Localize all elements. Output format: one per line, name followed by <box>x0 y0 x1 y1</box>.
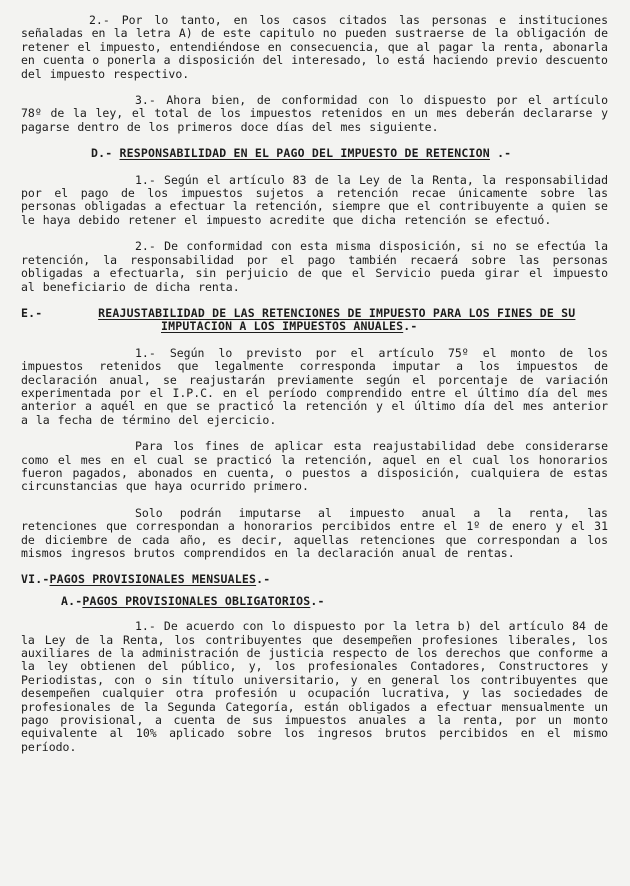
paragraph-e-1: 1.- Según lo previsto por el artículo 75º el monto de los impuestos retenidos que legalmente corresponda imputar a los impuestos de declaración anual, se reajustarán previamente según el porcentaje de variación experimentada por el I.P.C. en el período comprendido entre el último día del mes anterior a aquél en que se practicó la retención y el último día del mes anterior a la fecha de término del ejercicio. <box>21 345 608 427</box>
heading-section-a <box>21 595 608 608</box>
heading-vi-title: PAGOS PROVISIONALES MENSUALES <box>49 572 257 587</box>
paragraph-e-3: Solo podrán imputarse al impuesto anual a la renta, las retenciones que correspondan a honorarios percibidos entre el 1º de enero y el 31 de diciembre de cada año, es decir, aquellas retenciones que correspondan a los mismos ingresos brutos comprendidos en la declaración anual de rentas. <box>21 505 608 560</box>
heading-d-number: D.- <box>91 146 113 161</box>
heading-vi-number: VI.- <box>21 572 50 587</box>
paragraph-a-1: 1.- De acuerdo con lo dispuesto por la letra b) del artículo 84 de la Ley de la Renta, los contribuyentes que desempeñen profesiones liberales, los auxiliares de la administración de justicia respecto de los derechos que conforme a la ley obtienen del público, y, los profesionales Contadores, Constructores y Periodistas, con o sin título universitario, y en general los contribuyentes que desempeñen cualquier otra profesión u ocupación lucrativa, y las sociedades de profesionales de la Segunda Categoría, están obligados a efectuar mensualmente un pago provisional, a cuenta de sus impuestos anuales a la renta, por un monto equivalente al 10% aplicado sobre los ingresos brutos percibidos en el mismo período. <box>21 619 608 754</box>
heading-section-e: E.- REAJUSTABILIDAD DE LAS RETENCIONES DE IMPUESTO PARA LOS FINES DE SU IMPUTACION A LOS IMPUESTOS ANUALES.- <box>21 305 576 334</box>
heading-a-number: A.- <box>61 593 83 608</box>
heading-section-d <box>21 147 608 160</box>
heading-e-title: REAJUSTABILIDAD DE LAS RETENCIONES DE IMPUESTO PARA LOS FINES DE SU IMPUTACION A LOS IMPUESTOS ANUALES <box>98 305 576 334</box>
heading-section-vi <box>21 573 608 586</box>
heading-d-title: RESPONSABILIDAD EN EL PAGO DEL IMPUESTO DE RETENCION <box>119 146 490 161</box>
heading-e-tail: .- <box>403 319 418 334</box>
paragraph-d-1: 1.- Según el artículo 83 de la Ley de la Renta, la responsabilidad por el pago de los impuestos sujetos a retención recae únicamente sobre las personas obligadas a efectuar la retención, siempre que el contribuyente a quien se le haya debido retener el impuesto acredite que dicha retención se efectuó. <box>21 172 608 227</box>
heading-vi-tail: .- <box>256 572 271 587</box>
heading-a-tail: .- <box>310 593 325 608</box>
heading-d-tail: .- <box>497 146 512 161</box>
paragraph-c-3: 3.- Ahora bien, de conformidad con lo dispuesto por el artículo 78º de la ley, el total de los impuestos retenidos en un mes deberán declararse y pagarse dentro de los primeros doce días del mes siguiente. <box>21 93 608 134</box>
paragraph-d-2: 2.- De conformidad con esta misma disposición, si no se efectúa la retención, la responsabilidad por el pago también recaerá sobre las personas obligadas a efectuarla, sin perjuicio de que el Servicio pueda girar el impuesto al beneficiario de dicha renta. <box>21 239 608 294</box>
paragraph-c-2: 2.- Por lo tanto, en los casos citados las personas e instituciones señaladas en la letra A) de este capitulo no pueden sustraerse de la obligación de retener el impuesto, entendiéndose en consecuencia, que al pagar la renta, abonarla en cuenta o ponerla a disposición del interesado, lo está haciendo previo descuento del impuesto respectivo. <box>21 13 608 81</box>
heading-a-title: PAGOS PROVISIONALES OBLIGATORIOS <box>82 593 311 608</box>
paragraph-e-2: Para los fines de aplicar esta reajustabilidad debe considerarse como el mes en el cual se practicó la retención, aquel en el cual los honorarios fueron pagados, abonados en cuenta, o puestos a disposición, cualquiera de estas circunstancias que haya ocurrido primero. <box>21 439 608 494</box>
